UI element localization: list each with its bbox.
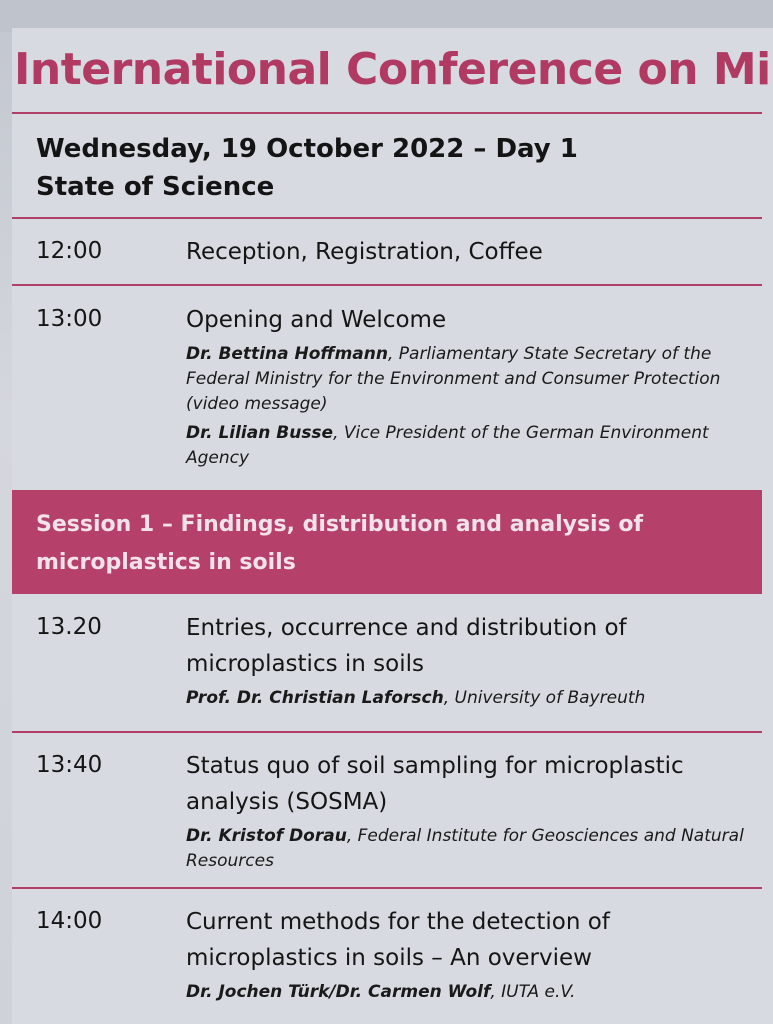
speaker-name: Prof. Dr. Christian Laforsch [186,688,444,708]
speaker-line [186,980,746,1005]
speaker-affiliation: , University of Bayreuth [443,688,646,708]
speaker-line [186,421,746,471]
day-date: Wednesday, 19 October 2022 – Day 1 [36,134,578,164]
speaker-affiliation: , Parliamentary State Secretary of the Federal Ministry for the Environment and Consumer Protection (video message) [186,344,721,414]
agenda-content [186,234,746,270]
speaker-line [186,342,746,417]
speaker-name: Dr. Jochen Türk/Dr. Carmen Wolf [186,982,491,1002]
agenda-content [186,302,746,471]
agenda-time: 13.20 [36,614,102,640]
agenda-title: Entries, occurrence and distribution of microplastics in soils [186,615,627,677]
speaker-affiliation: , IUTA e.V. [490,982,576,1002]
agenda-title: Status quo of soil sampling for microplastic analysis (SOSMA) [186,753,684,815]
speaker-affiliation: , Federal Institute for Geosciences and Natural Resources [186,826,744,871]
session-banner [12,490,762,594]
agenda-title: Opening and Welcome [186,307,447,333]
divider [12,217,762,219]
divider [12,284,762,286]
agenda-title: Current methods for the detection of microplastics in soils – An overview [186,909,610,971]
speaker-name: Dr. Bettina Hoffmann [186,344,388,364]
speaker-line [186,686,746,711]
speaker-line [186,824,746,874]
session-title: Session 1 – Findings, distribution and analysis of microplastics in soils [36,512,644,575]
speaker-name: Dr. Kristof Dorau [186,826,347,846]
agenda-content [186,904,746,1005]
speaker-affiliation: , Vice President of the German Environment Agency [186,423,709,468]
agenda-time: 13:00 [36,306,103,332]
agenda-content [186,748,746,874]
agenda-time: 13:40 [36,752,103,778]
agenda-title: Reception, Registration, Coffee [186,239,543,265]
divider [12,112,762,114]
agenda-time: 14:00 [36,908,103,934]
agenda-time: 12:00 [36,238,103,264]
agenda-content [186,610,746,711]
day-theme: State of Science [36,172,275,202]
divider [12,731,762,733]
divider [12,887,762,889]
conference-title: International Conference on Mi [14,44,771,95]
day-heading [36,130,578,206]
speaker-name: Dr. Lilian Busse [186,423,334,443]
